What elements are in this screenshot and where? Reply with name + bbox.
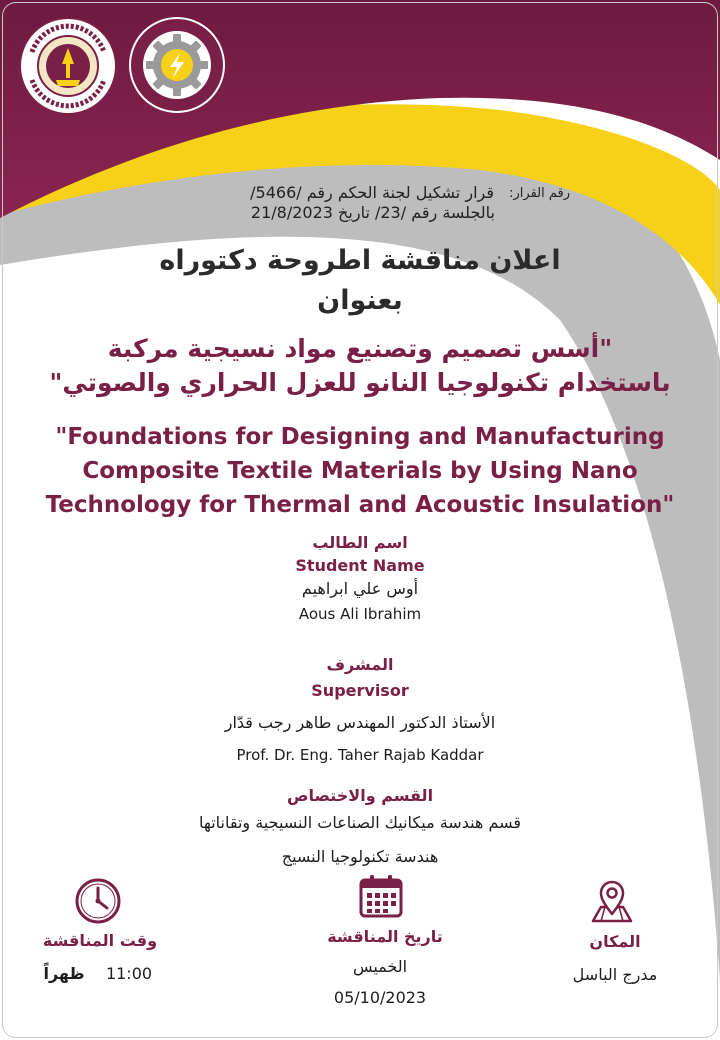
time-label: وقت المناقشة [42, 931, 158, 950]
supervisor-name-en: Prof. Dr. Eng. Taher Rajab Kaddar [236, 746, 484, 764]
student-label-ar: اسم الطالب [312, 533, 408, 552]
calendar-icon [357, 872, 405, 920]
specialty-name: هندسة تكنولوجيا النسيج [281, 847, 439, 866]
announcement-heading: اعلان مناقشة اطروحة دكتوراه [159, 245, 561, 276]
student-label-en: Student Name [295, 556, 425, 575]
place-label: المكان [589, 932, 641, 951]
decision-line-2: بالجلسة رقم /23/ تاريخ 21/8/2023 [250, 203, 495, 222]
supervisor-label-ar: المشرف [326, 655, 394, 674]
announcement-subheading: بعنوان [317, 285, 403, 316]
place-value: مدرج الباسل [572, 965, 658, 984]
student-name-en: Aous Ali Ibrahim [298, 605, 422, 623]
thesis-title-ar-line-2: باستخدام تكنولوجيا النانو للعزل الحراري والصوتي" [49, 368, 671, 397]
student-name-ar: أوس علي ابراهيم [301, 579, 419, 598]
date-label: تاريخ المناقشة [327, 927, 443, 946]
time-period: ظهراً [43, 964, 85, 983]
supervisor-label-en: Supervisor [311, 681, 409, 700]
thesis-title-en [0, 420, 720, 522]
thesis-title-en-line-3: Technology for Thermal and Acoustic Insulation" [45, 492, 675, 518]
map-pin-icon [587, 877, 637, 927]
clock-icon [74, 877, 122, 925]
thesis-title-en-line-2: Composite Textile Materials by Using Nano [82, 458, 638, 484]
decision-label: رقم القرار: [509, 186, 570, 201]
department-name: قسم هندسة ميكانيك الصناعات النسيجية وتقاناتها [198, 813, 522, 832]
university-logo [18, 16, 118, 116]
thesis-title-ar-line-1: "أسس تصميم وتصنيع مواد نسيجية مركبة [107, 334, 613, 363]
supervisor-name-ar: الأستاذ الدكتور المهندس طاهر رجب قدّار [224, 713, 496, 732]
faculty-logo [128, 16, 226, 114]
decision-line-1: قرار تشكيل لجنة الحكم رقم /5466/ [250, 183, 494, 202]
date-value: 05/10/2023 [333, 988, 427, 1007]
time-value: 11:00 [105, 964, 153, 983]
department-label-ar: القسم والاختصاص [286, 786, 434, 805]
thesis-title-en-line-1: "Foundations for Designing and Manufacturing [55, 424, 665, 450]
date-day: الخميس [352, 957, 408, 976]
